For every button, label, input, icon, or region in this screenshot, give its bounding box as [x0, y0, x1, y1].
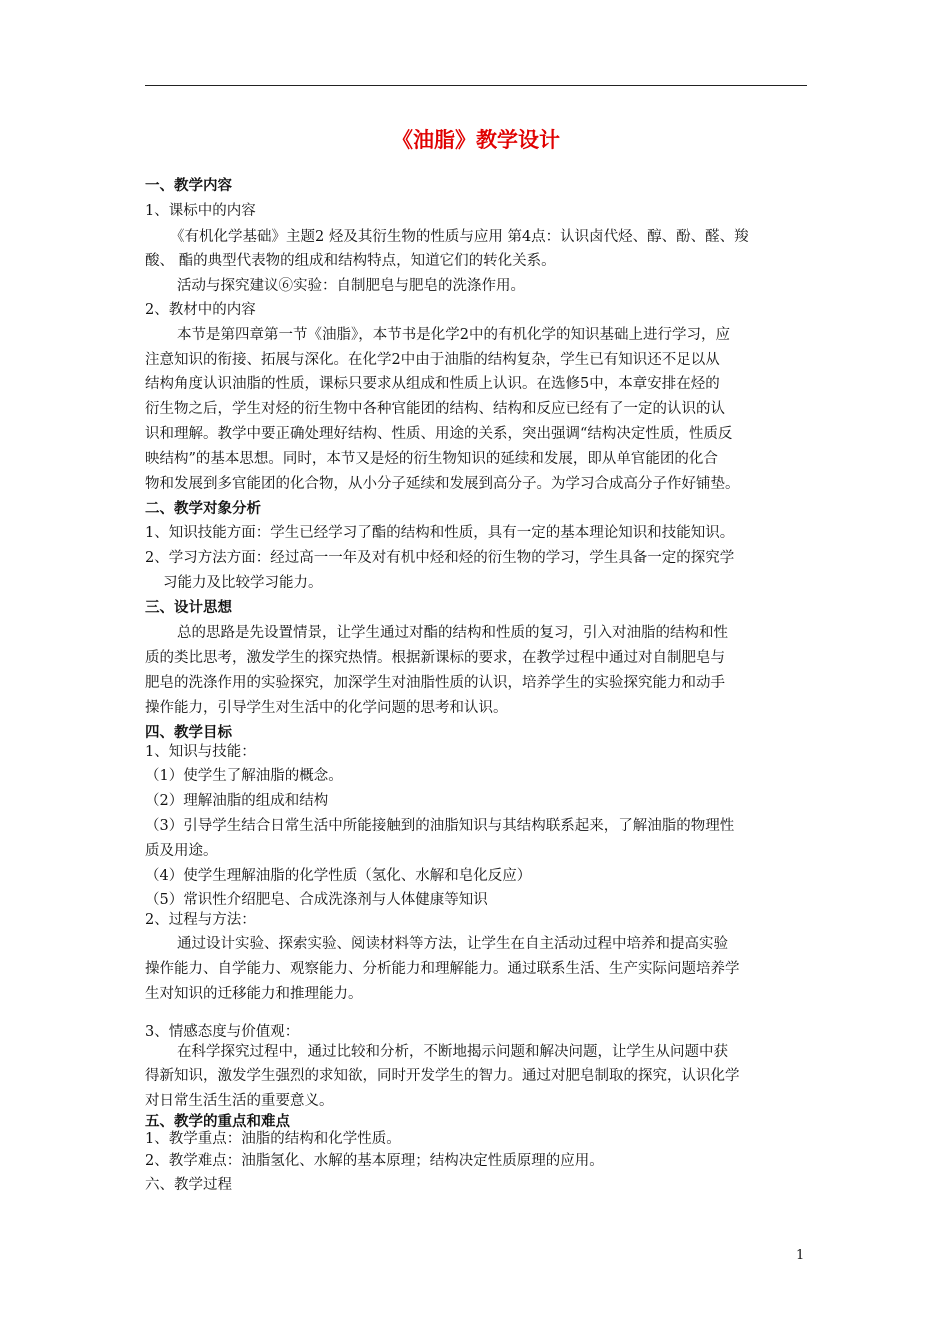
paragraph-line: 操作能力、自学能力、观察能力、分析能力和理解能力。通过联系生活、生产实际问题培养学: [145, 961, 740, 977]
paragraph-line: 在科学探究过程中，通过比较和分析，不断地揭示问题和解决问题，让学生从问题中获: [177, 1044, 728, 1060]
paragraph-line: 映结构”的基本思想。同时，本节又是烃的衍生物知识的延续和发展，即从单官能团的化合: [145, 451, 718, 467]
paragraph-line: 得新知识，激发学生强烈的求知欲，同时开发学生的智力。通过对肥皂制取的探究，认识化学: [145, 1068, 740, 1084]
paragraph-line: 习能力及比较学习能力。: [163, 575, 323, 591]
section-heading-1: 一、教学内容: [145, 178, 232, 194]
paragraph-line: 1、知识技能方面：学生已经学习了酯的结构和性质，具有一定的基本理论知识和技能知识。: [145, 525, 735, 541]
paragraph-line: 本节是第四章第一节《油脂》，本节书是化学2中的有机化学的知识基础上进行学习，应: [177, 327, 730, 343]
paragraph-line: 活动与探究建议⑥实验：自制肥皂与肥皂的洗涤作用。: [177, 278, 525, 294]
paragraph-line: 《有机化学基础》主题2 烃及其衍生物的性质与应用 第4点：认识卤代烃、醇、酚、醛、羧: [170, 229, 749, 245]
list-item: （5）常识性介绍肥皂、合成洗涤剂与人体健康等知识: [145, 892, 488, 908]
paragraph-line: 总的思路是先设置情景，让学生通过对酯的结构和性质的复习，引入对油脂的结构和性: [177, 625, 728, 641]
paragraph-line: 2、学习方法方面：经过高一一年及对有机中烃和烃的衍生物的学习，学生具备一定的探究学: [145, 550, 735, 566]
subheading: 2、过程与方法：: [145, 912, 256, 928]
list-item: （3）引导学生结合日常生活中所能接触到的油脂知识与其结构联系起来，了解油脂的物理性: [145, 818, 735, 834]
header-rule: [145, 85, 807, 86]
paragraph-line: 肥皂的洗涤作用的实验探究，加深学生对油脂性质的认识，培养学生的实验探究能力和动手: [145, 675, 725, 691]
paragraph-line: 物和发展到多官能团的化合物，从小分子延续和发展到高分子。为学习合成高分子作好铺垫。: [145, 476, 740, 492]
page-number: 1: [796, 1248, 805, 1263]
list-item: （2）理解油脂的组成和结构: [145, 793, 329, 809]
subheading: 1、课标中的内容: [145, 203, 256, 219]
paragraph-line: 1、教学重点：油脂的结构和化学性质。: [145, 1131, 401, 1147]
document-title: 《油脂》教学设计: [392, 128, 560, 152]
section-heading-3: 三、设计思想: [145, 600, 232, 616]
paragraph-line: 操作能力，引导学生对生活中的化学问题的思考和认识。: [145, 700, 508, 716]
paragraph-line: 注意知识的衔接、拓展与深化。在化学2中由于油脂的结构复杂，学生已有知识还不足以从: [145, 352, 720, 368]
paragraph-line: 质的类比思考，激发学生的探究热情。根据新课标的要求，在教学过程中通过对自制肥皂与: [145, 650, 725, 666]
paragraph-line: 通过设计实验、探索实验、阅读材料等方法，让学生在自主活动过程中培养和提高实验: [177, 936, 728, 952]
paragraph-line: 对日常生活生活的重要意义。: [145, 1093, 334, 1109]
list-item: （1）使学生了解油脂的概念。: [145, 768, 343, 784]
section-heading-6: 六、教学过程: [145, 1177, 232, 1193]
paragraph-line: 2、教学难点：油脂氢化、水解的基本原理；结构决定性质原理的应用。: [145, 1153, 604, 1169]
subheading: 3、情感态度与价值观：: [145, 1024, 300, 1040]
paragraph-line: 质及用途。: [145, 843, 218, 859]
section-heading-2: 二、教学对象分析: [145, 501, 261, 517]
section-heading-5: 五、教学的重点和难点: [145, 1114, 290, 1130]
subheading: 2、教材中的内容: [145, 302, 256, 318]
subheading: 1、知识与技能：: [145, 744, 256, 760]
paragraph-line: 识和理解。教学中要正确处理好结构、性质、用途的关系，突出强调“结构决定性质，性质反: [145, 426, 733, 442]
paragraph-line: 衍生物之后，学生对烃的衍生物中各种官能团的结构、结构和反应已经有了一定的认识的认: [145, 401, 725, 417]
section-heading-4: 四、教学目标: [145, 725, 232, 741]
paragraph-line: 生对知识的迁移能力和推理能力。: [145, 986, 363, 1002]
list-item: （4）使学生理解油脂的化学性质（氢化、水解和皂化反应）: [145, 868, 532, 884]
paragraph-line: 酸、 酯的典型代表物的组成和结构特点，知道它们的转化关系。: [145, 253, 556, 269]
paragraph-line: 结构角度认识油脂的性质，课标只要求从组成和性质上认识。在选修5中，本章安排在烃的: [145, 376, 720, 392]
